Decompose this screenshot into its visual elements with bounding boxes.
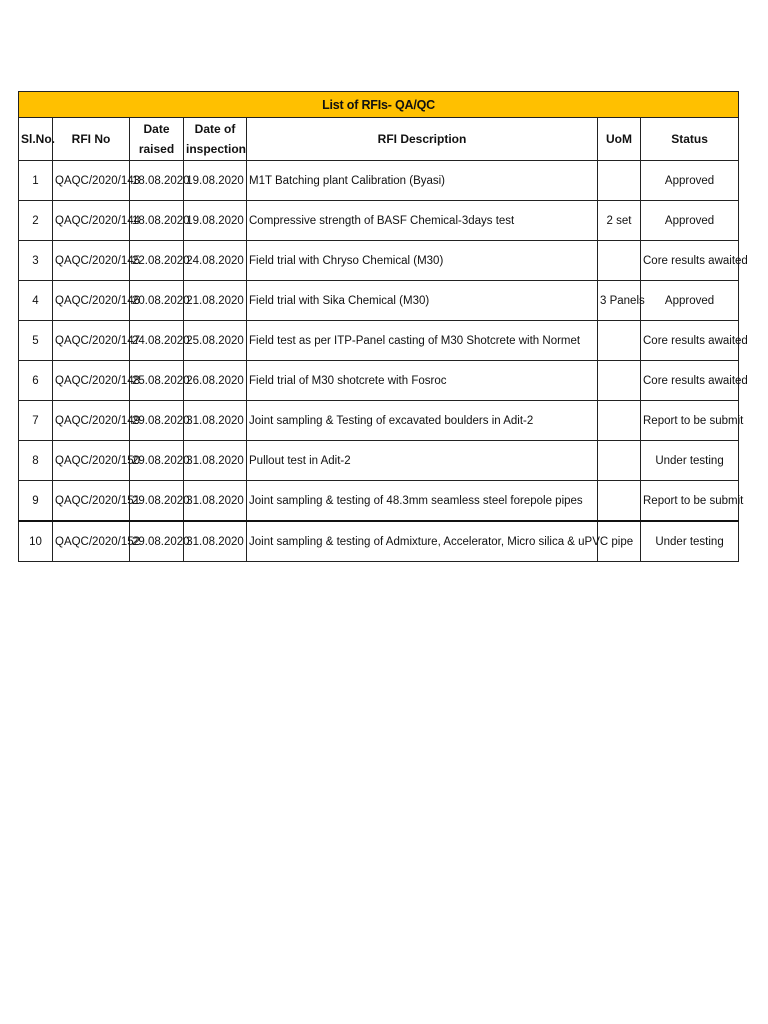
cell-date-inspection: 31.08.2020 xyxy=(184,441,247,481)
cell-rfi-no: QAQC/2020/150 xyxy=(53,441,130,481)
cell-sl-no: 4 xyxy=(19,281,53,321)
cell-sl-no: 5 xyxy=(19,321,53,361)
rfi-table xyxy=(18,91,748,562)
cell-description: Field trial with Chryso Chemical (M30) xyxy=(247,241,598,281)
cell-status: Report to be submit xyxy=(641,401,739,441)
cell-rfi-no: QAQC/2020/149 xyxy=(53,401,130,441)
cell-uom xyxy=(598,401,641,441)
table-row xyxy=(19,481,739,522)
table-title-row xyxy=(19,92,739,118)
cell-rfi-no: QAQC/2020/143 xyxy=(53,161,130,201)
cell-date-raised: 24.08.2020 xyxy=(130,321,184,361)
table-row xyxy=(19,201,739,241)
cell-description: Compressive strength of BASF Chemical-3days test xyxy=(247,201,598,241)
cell-status: Core results awaited xyxy=(641,241,739,281)
cell-sl-no: 10 xyxy=(19,521,53,562)
cell-date-raised: 22.08.2020 xyxy=(130,241,184,281)
cell-rfi-no: QAQC/2020/148 xyxy=(53,361,130,401)
header-date-raised-line2: raised xyxy=(138,142,175,156)
cell-date-inspection: 24.08.2020 xyxy=(184,241,247,281)
table-row xyxy=(19,241,739,281)
cell-uom xyxy=(598,361,641,401)
cell-sl-no: 2 xyxy=(19,201,53,241)
cell-status: Under testing xyxy=(641,441,739,481)
cell-description: Field trial with Sika Chemical (M30) xyxy=(247,281,598,321)
header-status: Status xyxy=(641,118,739,161)
header-date-inspection xyxy=(184,118,247,161)
cell-description: Joint sampling & testing of Admixture, Accelerator, Micro silica & uPVC pipe xyxy=(247,521,598,562)
cell-uom: 2 set xyxy=(598,201,641,241)
header-sl-no: Sl.No. xyxy=(19,118,53,161)
cell-description: M1T Batching plant Calibration (Byasi) xyxy=(247,161,598,201)
table-title: List of RFIs- QA/QC xyxy=(19,92,739,118)
table-row xyxy=(19,361,739,401)
cell-date-inspection: 25.08.2020 xyxy=(184,321,247,361)
cell-rfi-no: QAQC/2020/145 xyxy=(53,241,130,281)
cell-date-inspection: 19.08.2020 xyxy=(184,161,247,201)
cell-rfi-no: QAQC/2020/147 xyxy=(53,321,130,361)
cell-rfi-no: QAQC/2020/152 xyxy=(53,521,130,562)
cell-status: Core results awaited xyxy=(641,321,739,361)
cell-date-raised: 29.08.2020 xyxy=(130,401,184,441)
cell-status: Approved xyxy=(641,281,739,321)
cell-sl-no: 7 xyxy=(19,401,53,441)
header-uom: UoM xyxy=(598,118,641,161)
cell-description: Pullout test in Adit-2 xyxy=(247,441,598,481)
cell-date-raised: 29.08.2020 xyxy=(130,441,184,481)
cell-uom xyxy=(598,321,641,361)
cell-date-raised: 20.08.2020 xyxy=(130,281,184,321)
cell-sl-no: 6 xyxy=(19,361,53,401)
cell-date-inspection: 26.08.2020 xyxy=(184,361,247,401)
cell-date-inspection: 31.08.2020 xyxy=(184,481,247,522)
cell-date-inspection: 21.08.2020 xyxy=(184,281,247,321)
cell-status: Report to be submit xyxy=(641,481,739,522)
header-date-raised xyxy=(130,118,184,161)
cell-uom xyxy=(598,241,641,281)
cell-sl-no: 8 xyxy=(19,441,53,481)
cell-status: Core results awaited xyxy=(641,361,739,401)
table-row xyxy=(19,441,739,481)
cell-sl-no: 3 xyxy=(19,241,53,281)
cell-rfi-no: QAQC/2020/151 xyxy=(53,481,130,522)
cell-description: Field trial of M30 shotcrete with Fosroc xyxy=(247,361,598,401)
cell-sl-no: 1 xyxy=(19,161,53,201)
cell-status: Approved xyxy=(641,201,739,241)
cell-date-inspection: 19.08.2020 xyxy=(184,201,247,241)
cell-uom xyxy=(598,481,641,522)
cell-description: Joint sampling & Testing of excavated boulders in Adit-2 xyxy=(247,401,598,441)
cell-status: Under testing xyxy=(641,521,739,562)
table-body xyxy=(19,161,748,562)
table-row xyxy=(19,521,739,562)
cell-uom xyxy=(598,441,641,481)
cell-rfi-no: QAQC/2020/144 xyxy=(53,201,130,241)
cell-status: Approved xyxy=(641,161,739,201)
cell-date-raised: 25.08.2020 xyxy=(130,361,184,401)
cell-description: Field test as per ITP-Panel casting of M30 Shotcrete with Normet xyxy=(247,321,598,361)
cell-date-raised: 29.08.2020 xyxy=(130,521,184,562)
table-header-row xyxy=(19,118,739,161)
cell-date-inspection: 31.08.2020 xyxy=(184,401,247,441)
cell-date-raised: 18.08.2020 xyxy=(130,201,184,241)
header-date-inspection-line1: Date of xyxy=(194,122,236,136)
cell-description: Joint sampling & testing of 48.3mm seamless steel forepole pipes xyxy=(247,481,598,522)
cell-sl-no: 9 xyxy=(19,481,53,522)
header-date-raised-line1: Date xyxy=(143,122,170,136)
header-description: RFI Description xyxy=(247,118,598,161)
cell-rfi-no: QAQC/2020/146 xyxy=(53,281,130,321)
cell-date-inspection: 31.08.2020 xyxy=(184,521,247,562)
cell-date-raised: 18.08.2020 xyxy=(130,161,184,201)
cell-uom xyxy=(598,161,641,201)
cell-uom: 3 Panels xyxy=(598,281,641,321)
table-row xyxy=(19,321,739,361)
table-row xyxy=(19,281,739,321)
table-row xyxy=(19,401,739,441)
cell-date-raised: 29.08.2020 xyxy=(130,481,184,522)
header-rfi-no: RFI No xyxy=(53,118,130,161)
header-date-inspection-line2: inspection xyxy=(186,142,247,156)
table-row xyxy=(19,161,739,201)
